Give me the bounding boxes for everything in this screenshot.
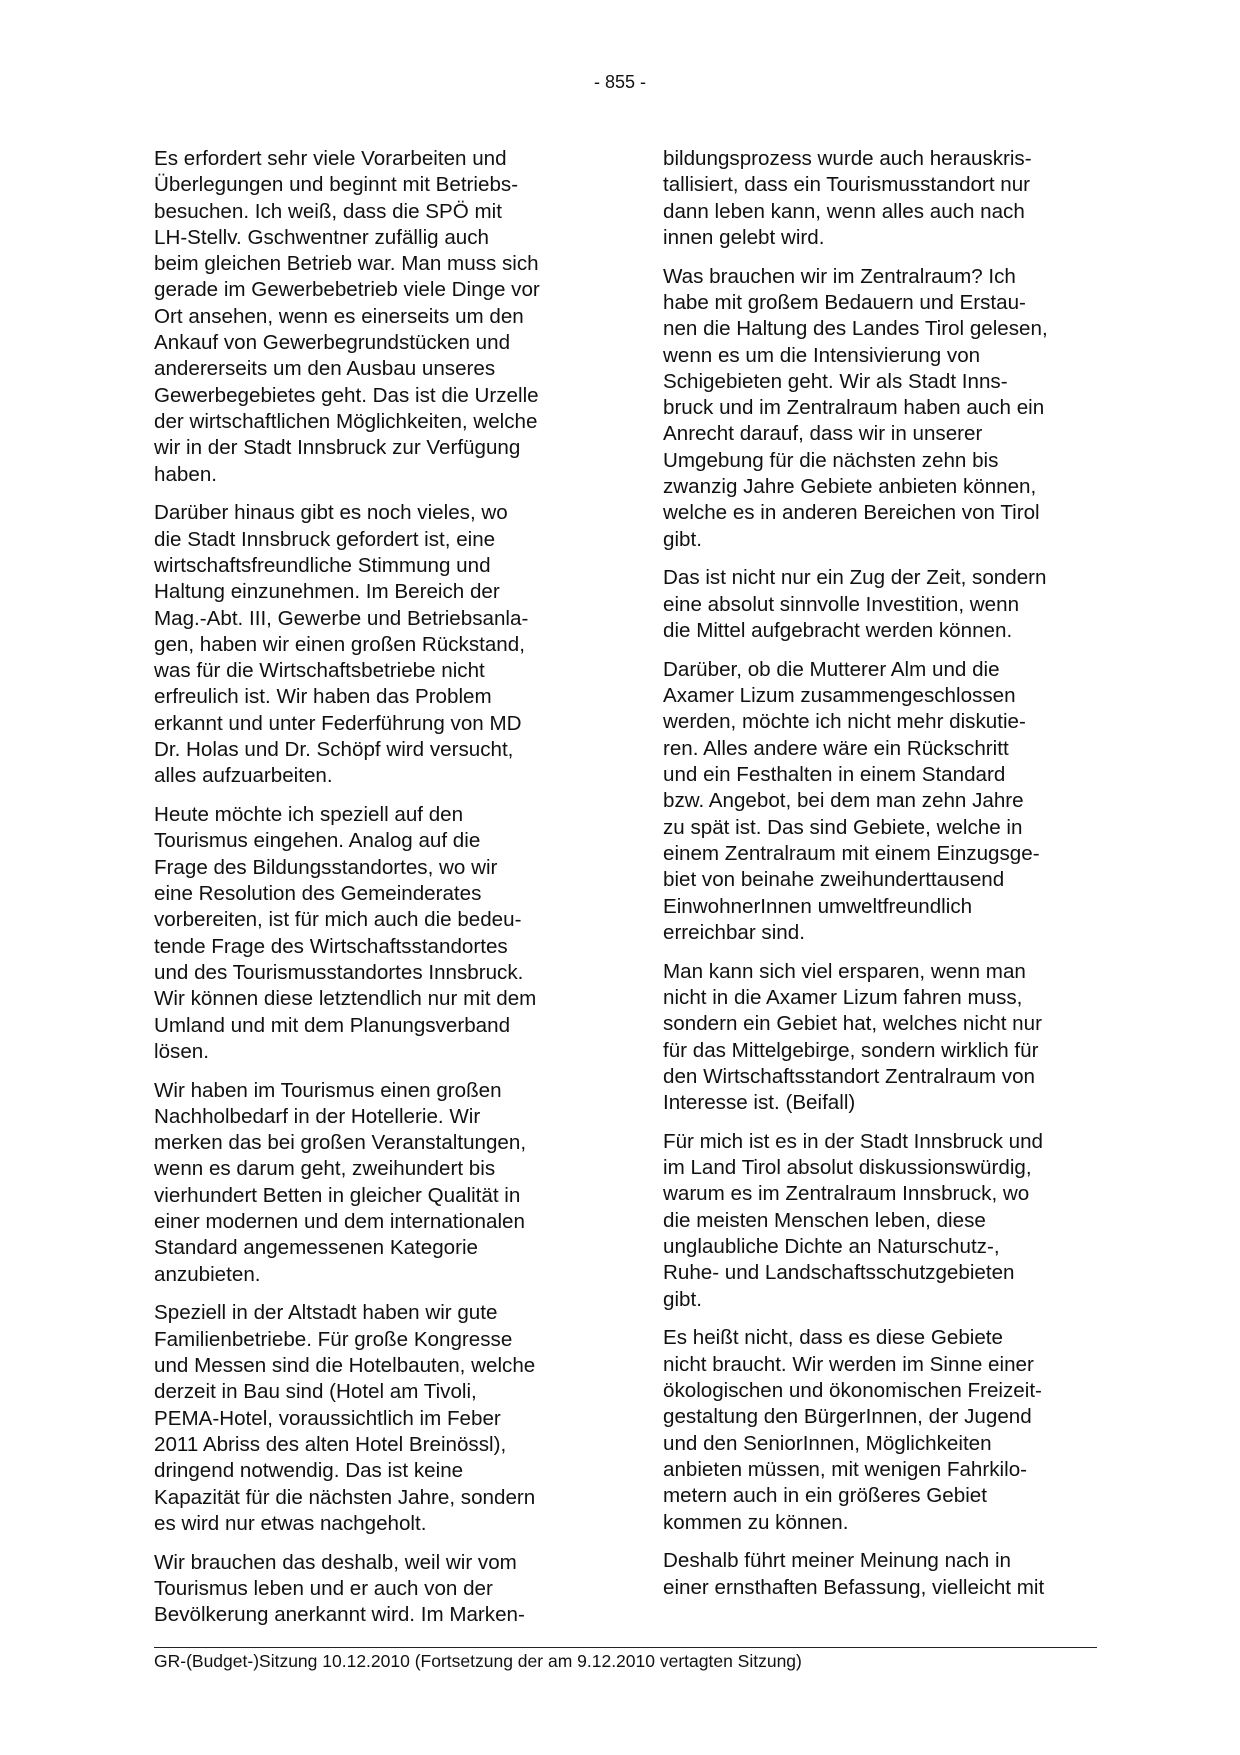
text-line: Nachholbedarf in der Hotellerie. Wir <box>154 1104 481 1128</box>
text-line: eine absolut sinnvolle Investition, wenn <box>663 592 1020 616</box>
text-line: Für mich ist es in der Stadt Innsbruck und <box>663 1129 1044 1153</box>
text-line: Wir können diese letztendlich nur mit dem <box>154 987 537 1011</box>
paragraph <box>154 146 590 488</box>
text-line: Umland und mit dem Planungsverband <box>154 1013 511 1037</box>
text-line: der wirtschaftlichen Möglichkeiten, welche <box>154 409 538 433</box>
text-line: Anrecht darauf, dass wir in unserer <box>663 422 983 446</box>
text-line: eine Resolution des Gemeinderates <box>154 882 482 906</box>
text-line: derzeit in Bau sind (Hotel am Tivoli, <box>154 1380 477 1404</box>
text-line: dringend notwendig. Das ist keine <box>154 1459 464 1483</box>
text-line: für das Mittelgebirge, sondern wirklich für <box>663 1038 1039 1062</box>
text-line: die meisten Menschen leben, diese <box>663 1208 986 1232</box>
text-line: gen, haben wir einen großen Rückstand, <box>154 632 525 656</box>
text-line: Tourismus eingehen. Analog auf die <box>154 829 481 853</box>
text-line: Mag.-Abt. III, Gewerbe und Betriebsanla- <box>154 606 529 630</box>
text-line: gibt. <box>663 1287 702 1311</box>
footer-session-info: GR-(Budget-)Sitzung 10.12.2010 (Fortsetzung der am 9.12.2010 vertagten Sitzung) <box>154 1651 802 1671</box>
text-line: zwanzig Jahre Gebiete anbieten können, <box>663 475 1037 499</box>
text-line: 2011 Abriss des alten Hotel Breinössl), <box>154 1432 507 1456</box>
text-line: andererseits um den Ausbau unseres <box>154 357 496 381</box>
text-line: erkannt und unter Federführung von MD <box>154 711 522 735</box>
text-line: Ruhe- und Landschaftsschutzgebieten <box>663 1261 1015 1285</box>
text-line: biet von beinahe zweihunderttausend <box>663 868 1005 892</box>
text-line: lösen. <box>154 1039 209 1063</box>
text-line: was für die Wirtschaftsbetriebe nicht <box>154 659 485 683</box>
text-line: wenn es um die Intensivierung von <box>663 343 981 367</box>
text-line: haben. <box>154 462 217 486</box>
text-line: Familienbetriebe. Für große Kongresse <box>154 1327 513 1351</box>
text-line: Bevölkerung anerkannt wird. Im Marken- <box>154 1603 525 1627</box>
text-line: bzw. Angebot, bei dem man zehn Jahre <box>663 789 1024 813</box>
page-number: - 855 - <box>593 72 647 92</box>
left-text-column <box>154 146 590 1641</box>
text-line: tende Frage des Wirtschaftsstandortes <box>154 934 508 958</box>
paragraph <box>663 657 1099 946</box>
text-line: metern auch in ein größeres Gebiet <box>663 1484 987 1508</box>
text-line: welche es in anderen Bereichen von Tirol <box>663 501 1040 525</box>
text-line: merken das bei großen Veranstaltungen, <box>154 1131 527 1155</box>
text-line: EinwohnerInnen umweltfreundlich <box>663 894 973 918</box>
text-line: Haltung einzunehmen. Im Bereich der <box>154 580 500 604</box>
paragraph <box>663 1129 1099 1313</box>
text-line: nen die Haltung des Landes Tirol gelesen, <box>663 317 1048 341</box>
text-line: besuchen. Ich weiß, dass die SPÖ mit <box>154 199 502 223</box>
text-line: nicht in die Axamer Lizum fahren muss, <box>663 985 1023 1009</box>
text-line: vierhundert Betten in gleicher Qualität in <box>154 1183 521 1207</box>
text-line: erreichbar sind. <box>663 920 805 944</box>
text-line: anbieten müssen, mit wenigen Fahrkilo- <box>663 1457 1028 1481</box>
text-line: Axamer Lizum zusammengeschlossen <box>663 684 1016 708</box>
text-line: Dr. Holas und Dr. Schöpf wird versucht, <box>154 738 514 762</box>
text-line: Es erfordert sehr viele Vorarbeiten und <box>154 147 507 170</box>
paragraph <box>154 802 590 1065</box>
text-line: Deshalb führt meiner Meinung nach in <box>663 1549 1012 1573</box>
text-line: tallisiert, dass ein Tourismusstandort nur <box>663 173 1031 197</box>
text-line: Ankauf von Gewerbegrundstücken und <box>154 331 511 355</box>
text-line: bruck und im Zentralraum haben auch ein <box>663 396 1045 420</box>
text-line: vorbereiten, ist für mich auch die bedeu- <box>154 908 522 932</box>
text-line: den Wirtschaftsstandort Zentralraum von <box>663 1064 1035 1088</box>
text-line: Tourismus leben und er auch von der <box>154 1576 493 1600</box>
text-line: beim gleichen Betrieb war. Man muss sich <box>154 252 539 276</box>
text-line: und Messen sind die Hotelbauten, welche <box>154 1354 536 1378</box>
text-line: wirtschaftsfreundliche Stimmung und <box>154 553 491 577</box>
text-line: dann leben kann, wenn alles auch nach <box>663 199 1025 223</box>
text-line: Schigebieten geht. Wir als Stadt Inns- <box>663 369 1008 393</box>
paragraph <box>154 1550 590 1629</box>
paragraph <box>663 264 1099 553</box>
text-line: Was brauchen wir im Zentralraum? Ich <box>663 264 1016 288</box>
text-line: Darüber, ob die Mutterer Alm und die <box>663 657 1000 681</box>
paragraph <box>154 1078 590 1288</box>
text-line: einer modernen und dem internationalen <box>154 1210 525 1234</box>
text-line: und des Tourismusstandortes Innsbruck. <box>154 960 524 984</box>
text-line: Speziell in der Altstadt haben wir gute <box>154 1301 498 1325</box>
text-line: Wir brauchen das deshalb, weil wir vom <box>154 1550 517 1574</box>
text-line: Man kann sich viel ersparen, wenn man <box>663 959 1026 983</box>
paragraph <box>663 565 1099 644</box>
text-line: Ort ansehen, wenn es einerseits um den <box>154 304 524 328</box>
paragraph <box>154 500 590 789</box>
text-line: wir in der Stadt Innsbruck zur Verfügung <box>154 436 521 460</box>
text-line: die Mittel aufgebracht werden können. <box>663 619 1013 643</box>
text-line: unglaubliche Dichte an Naturschutz-, <box>663 1235 1000 1259</box>
text-line: Umgebung für die nächsten zehn bis <box>663 448 999 472</box>
text-line: zu spät ist. Das sind Gebiete, welche in <box>663 815 1023 839</box>
text-line: Gewerbegebietes geht. Das ist die Urzelle <box>154 383 539 407</box>
text-line: kommen zu können. <box>663 1510 849 1534</box>
text-line: Heute möchte ich speziell auf den <box>154 803 464 827</box>
footer-divider <box>154 1647 1097 1648</box>
text-line: einer ernsthaften Befassung, vielleicht mit <box>663 1575 1045 1599</box>
text-line: ren. Alles andere wäre ein Rückschritt <box>663 736 1009 760</box>
text-line: Interesse ist. (Beifall) <box>663 1091 856 1115</box>
text-line: alles aufzuarbeiten. <box>154 764 333 788</box>
text-line: gibt. <box>663 527 702 551</box>
text-line: innen gelebt wird. <box>663 225 825 249</box>
text-line: erfreulich ist. Wir haben das Problem <box>154 685 492 709</box>
text-line: es wird nur etwas nachgeholt. <box>154 1511 427 1535</box>
right-text-column <box>663 146 1099 1613</box>
paragraph <box>154 1300 590 1537</box>
text-line: und ein Festhalten in einem Standard <box>663 763 1006 787</box>
paragraph <box>663 1548 1099 1601</box>
text-line: Wir haben im Tourismus einen großen <box>154 1078 502 1102</box>
text-line: nicht braucht. Wir werden im Sinne einer <box>663 1352 1034 1376</box>
text-line: sondern ein Gebiet hat, welches nicht nur <box>663 1012 1042 1036</box>
text-line: habe mit großem Bedauern und Erstau- <box>663 290 1026 314</box>
text-line: im Land Tirol absolut diskussionswürdig, <box>663 1156 1032 1180</box>
text-line: Frage des Bildungsstandortes, wo wir <box>154 855 498 879</box>
paragraph <box>663 1325 1099 1535</box>
text-line: wenn es darum geht, zweihundert bis <box>154 1157 496 1181</box>
text-line: PEMA-Hotel, voraussichtlich im Feber <box>154 1406 501 1430</box>
paragraph <box>663 146 1099 251</box>
text-line: ökologischen und ökonomischen Freizeit- <box>663 1379 1042 1403</box>
text-line: werden, möchte ich nicht mehr diskutie- <box>663 710 1026 734</box>
text-line: LH-Stellv. Gschwentner zufällig auch <box>154 225 489 249</box>
text-line: Darüber hinaus gibt es noch vieles, wo <box>154 501 508 525</box>
text-line: Kapazität für die nächsten Jahre, sondern <box>154 1485 536 1509</box>
text-line: Überlegungen und beginnt mit Betriebs- <box>154 173 519 197</box>
text-line: Standard angemessenen Kategorie <box>154 1236 479 1260</box>
text-line: einem Zentralraum mit einem Einzugsge- <box>663 841 1040 865</box>
text-line: und den SeniorInnen, Möglichkeiten <box>663 1431 992 1455</box>
text-line: gerade im Gewerbebetrieb viele Dinge vor <box>154 278 540 302</box>
text-line: anzubieten. <box>154 1262 261 1286</box>
text-line: Es heißt nicht, dass es diese Gebiete <box>663 1326 1003 1350</box>
text-line: warum es im Zentralraum Innsbruck, wo <box>663 1182 1030 1206</box>
text-line: Das ist nicht nur ein Zug der Zeit, sondern <box>663 566 1047 590</box>
paragraph <box>663 959 1099 1117</box>
text-line: die Stadt Innsbruck gefordert ist, eine <box>154 527 496 551</box>
text-line: bildungsprozess wurde auch herauskris- <box>663 147 1032 170</box>
text-line: gestaltung den BürgerInnen, der Jugend <box>663 1405 1032 1429</box>
